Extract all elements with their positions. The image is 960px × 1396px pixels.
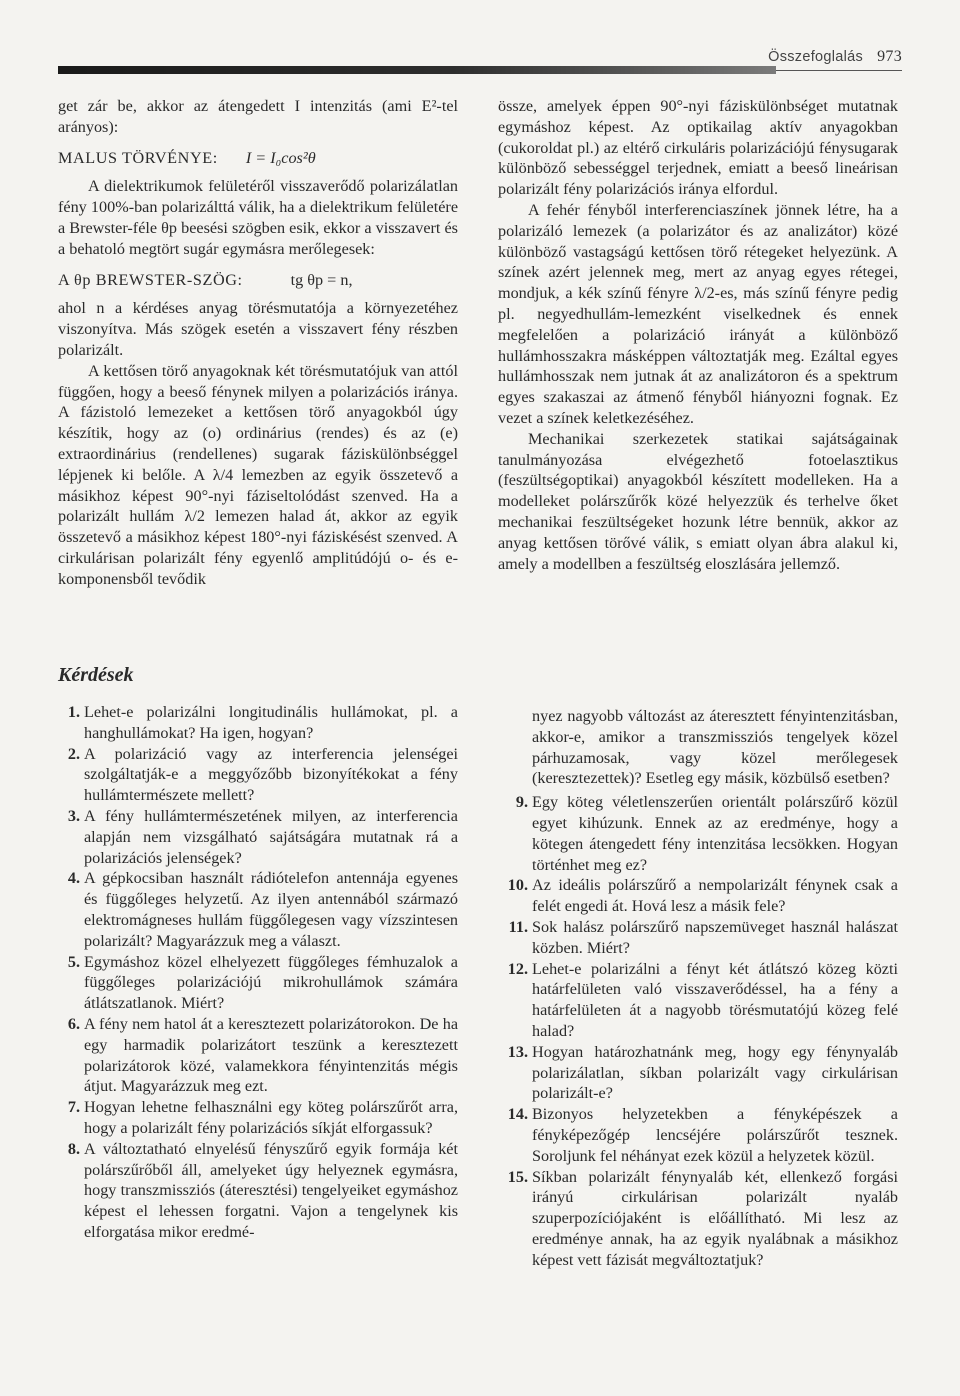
- question-text: Egymáshoz közel elhelyezett függőleges fémhuzalok a függőleges polarizációjú mikrohullámok számára átlátszatlanok. Miért?: [84, 952, 458, 1013]
- questions-left-column: [58, 702, 458, 1243]
- header-rule: [58, 66, 776, 74]
- question-number: 6.: [67, 1014, 80, 1033]
- question-item: [498, 959, 898, 1042]
- paragraph: A kettősen törő anyagoknak két törésmutatójuk van attól függően, hogy a beeső fénynek milyen a polarizációs iránya. A fázistoló lemezeket a kettősen törő anyagokból úgy készítik, hogy az (o) ordinárius (rendes) és az (e) extraordinárius (rendellenes) sugarak fáziskülönbséggel lépjenek ki belőle. A λ/4 lemezben az egyik összetevő a másikhoz képest 90°-nyi fáziseltolódást szenved. Ha a polarizált hullám λ/2 lemezen halad át, akkor az egyik összetevő a másikhoz képest 180°-nyi fáziskésést szenved. A cirkulárisan polarizált fény egyenlő amplitúdójú o- és e-komponensből tevődik: [58, 361, 458, 588]
- left-column-summary: [58, 96, 458, 590]
- question-text: A fény nem hatol át a keresztezett polarizátorokon. De ha egy harmadik polarizátort teszünk a keresztezett polarizátorok közé, valamekkora fényintenzitás mégis átjut. Magyarázzuk meg ezt.: [84, 1014, 458, 1096]
- formula-label: A θp BREWSTER-SZÖG:: [58, 270, 243, 289]
- question-item: [498, 1167, 898, 1271]
- formula-expression: I = I₀cos²θ: [245, 148, 316, 167]
- question-text: Bizonyos helyzetekben a fényképészek a fényképezőgép lencséjére polárszűrőt tesznek. Soroljunk fel néhányat ezek közül a helyzetek közül.: [532, 1105, 898, 1165]
- right-column-summary: [498, 96, 898, 574]
- question-number: 8.: [67, 1139, 80, 1158]
- question-text: A változtatható elnyelésű fényszűrő egyik formája két polárszűrőből áll, amelyeket úgy helyeznek egymásra, hogy transzmissziós (áteresztési) tengelyeiket egymáshoz képest el lehessen forgatni. Vajon a tengelynek kis elforgatása mikor eredmé-: [84, 1139, 458, 1241]
- question-number: 2.: [67, 744, 80, 763]
- paragraph: get zár be, akkor az átengedett I intenzitás (ami E²-tel arányos):: [58, 97, 458, 136]
- question-number: 11.: [508, 917, 528, 936]
- question-text: A gépkocsiban használt rádiótelefon antennája egyenes és függőleges helyzetű. Az ilyen antennából származó elektromágneses hullám függőlegesen vagy vízszintesen polarizált? Magyarázzuk meg a választ.: [84, 869, 458, 950]
- header-rule-thin: [776, 70, 902, 71]
- question-item: [58, 806, 458, 868]
- question-text: Sok halász polárszűrő napszemüveget használ halászat közben. Miért?: [532, 917, 898, 957]
- question-item: [498, 1104, 898, 1166]
- question-list: [498, 792, 898, 1270]
- question-item: [58, 744, 458, 806]
- question-item: [498, 792, 898, 875]
- question-text: A polarizáció vagy az interferencia jelenségei szolgáltatják-e a meggyőzőbb bizonyítékokat a fény hullámtermészete mellett?: [84, 744, 458, 805]
- question-item: [58, 1097, 458, 1139]
- question-number: 9.: [515, 793, 528, 812]
- question-item: [498, 875, 898, 917]
- question-text: Lehet-e polarizálni longitudinális hullámokat, pl. a hanghullámokat? Ha igen, hogyan?: [84, 703, 458, 742]
- question-number: 4.: [67, 869, 80, 888]
- page-number: 973: [877, 48, 902, 65]
- question-number: 5.: [67, 952, 80, 971]
- question-number: 13.: [507, 1042, 528, 1061]
- malus-law-formula: [58, 148, 458, 169]
- question-item: [498, 917, 898, 959]
- question-number: 3.: [67, 806, 80, 825]
- question-item: [498, 1042, 898, 1104]
- question-item: [58, 952, 458, 1014]
- paragraph: össze, amelyek éppen 90°-nyi fáziskülönbséget mutatnak egymáshoz képest. Az optikailag aktív anyagokban (cukoroldat pl.) az eltérő cirkuláris polarizációjú fénysugarak különböző sebességgel terjednek, emiatt a beeső lineárisan polarizált fény polarizációs iránya elfordul.: [498, 97, 898, 199]
- question-number: 1.: [67, 703, 80, 721]
- brewster-angle-formula: [58, 270, 458, 291]
- question-text: A fény hullámtermészetének milyen, az interferencia alapján nem vizsgálható sajátságára mutatnak rá a polarizációs jelenségek?: [84, 806, 458, 867]
- question-item: [58, 702, 458, 744]
- question-item: [58, 1014, 458, 1097]
- formula-label: MALUS TÖRVÉNYE:: [58, 148, 218, 167]
- question-continuation: nyez nagyobb változást az áteresztett fényintenzitásban, akkor-e, amikor a transzmissziós tengelyek közel párhuzamosak, vagy közel merőlegesek (keresztezettek)? Esetleg egy másik, közbülső esetben?: [532, 707, 898, 788]
- questions-right-column: [498, 706, 898, 1271]
- formula-expression: tg θp = n,: [290, 270, 353, 289]
- paragraph: Mechanikai szerkezetek statikai sajátságainak tanulmányozása elvégezhető fotoelasztikus (feszültségoptikai) anyagokból készített modelleken. Ha a modelleket polárszűrők közé helyezzük és terhelve őket mechanikai feszültségeket hozunk létre bennük, akkor az anyag kettősen törővé válik, s emiatt olyan ábra alakul ki, amely a modellben a feszültség eloszlására jellemző.: [498, 429, 898, 573]
- paragraph: A dielektrikumok felületéről visszaverődő polarizálatlan fény 100%-ban polarizálttá válik, ha a dielektrikum felületére a Brewster-féle θp beesési szögben esik, ekkor a visszavert és a behatoló megtört sugár egymásra merőlegesek:: [58, 177, 458, 258]
- question-number: 7.: [67, 1098, 80, 1117]
- question-number: 10.: [507, 876, 528, 895]
- question-text: Egy köteg véletlenszerűen orientált polárszűrő közül egyet kihúzunk. Ennek az az eredménye, hogy a kötegen átengedett fény intenzitása lecsökken. Hogyan történhet meg ez?: [532, 793, 898, 874]
- header-title: Összefoglalás: [768, 49, 864, 65]
- question-list: [58, 702, 458, 1243]
- question-item: [58, 1139, 458, 1243]
- running-header: [768, 48, 902, 66]
- question-text: Síkban polarizált fénynyaláb két, ellenkező forgási irányú cirkulárisan polarizált nyaláb szuperpozíciójaként is előállítható. Mi lesz az eredménye annak, ha az egyik nyalábnak a másikhoz képest vett fázisát megváltoztatjuk?: [532, 1167, 898, 1269]
- paragraph: ahol n a kérdéses anyag törésmutatója a környezetéhez viszonyítva. Más szögek esetén a visszavert fény részben polarizált.: [58, 299, 458, 359]
- paragraph: A fehér fényből interferenciaszínek jönnek létre, ha a polarizáló lemezek (a polarizátor és az analizátor) közé különböző vastagságú kettősen törő rétegeket helyezünk. A színek azért jelennek meg, mert az anyag egyes rétegei, mondjuk, a kék színű fényre λ/2-es, más színű fényre pedig pl. negyedhullám-lemezként viselkednek és ennek megfelelően a polarizáció irányát a különböző hullámhosszakra másképpen változtatják meg. Ezáltal egyes hullámhosszak nem jutnak át az analizátoron és a spektrum egyes szakaszai az átmenő fényből hiányozni fognak. Ez vezet a színek keletkezéséhez.: [498, 200, 898, 427]
- question-number: 15.: [507, 1167, 528, 1186]
- question-text: Az ideális polárszűrő a nempolarizált fénynek csak a felét engedi át. Hová lesz a másik fele?: [532, 876, 898, 916]
- question-text: Hogyan határozhatnánk meg, hogy egy fénynyaláb polarizálatlan, síkban polarizált vagy cirkulárisan polarizált-e?: [532, 1042, 898, 1103]
- question-item: [58, 868, 458, 951]
- question-text: Hogyan lehetne felhasználni egy köteg polárszűrőt arra, hogy a polarizált fény polarizációs síkját elforgassuk?: [84, 1098, 458, 1137]
- question-number: 12.: [507, 959, 528, 978]
- section-title: Kérdések: [58, 664, 134, 686]
- question-text: Lehet-e polarizálni a fényt két átlátszó közeg közti határfelületen való visszaverődéssel, ha a fény a határfelületen át a nagyobb törésmutatójú közeg felé halad?: [532, 959, 898, 1040]
- question-number: 14.: [507, 1105, 528, 1124]
